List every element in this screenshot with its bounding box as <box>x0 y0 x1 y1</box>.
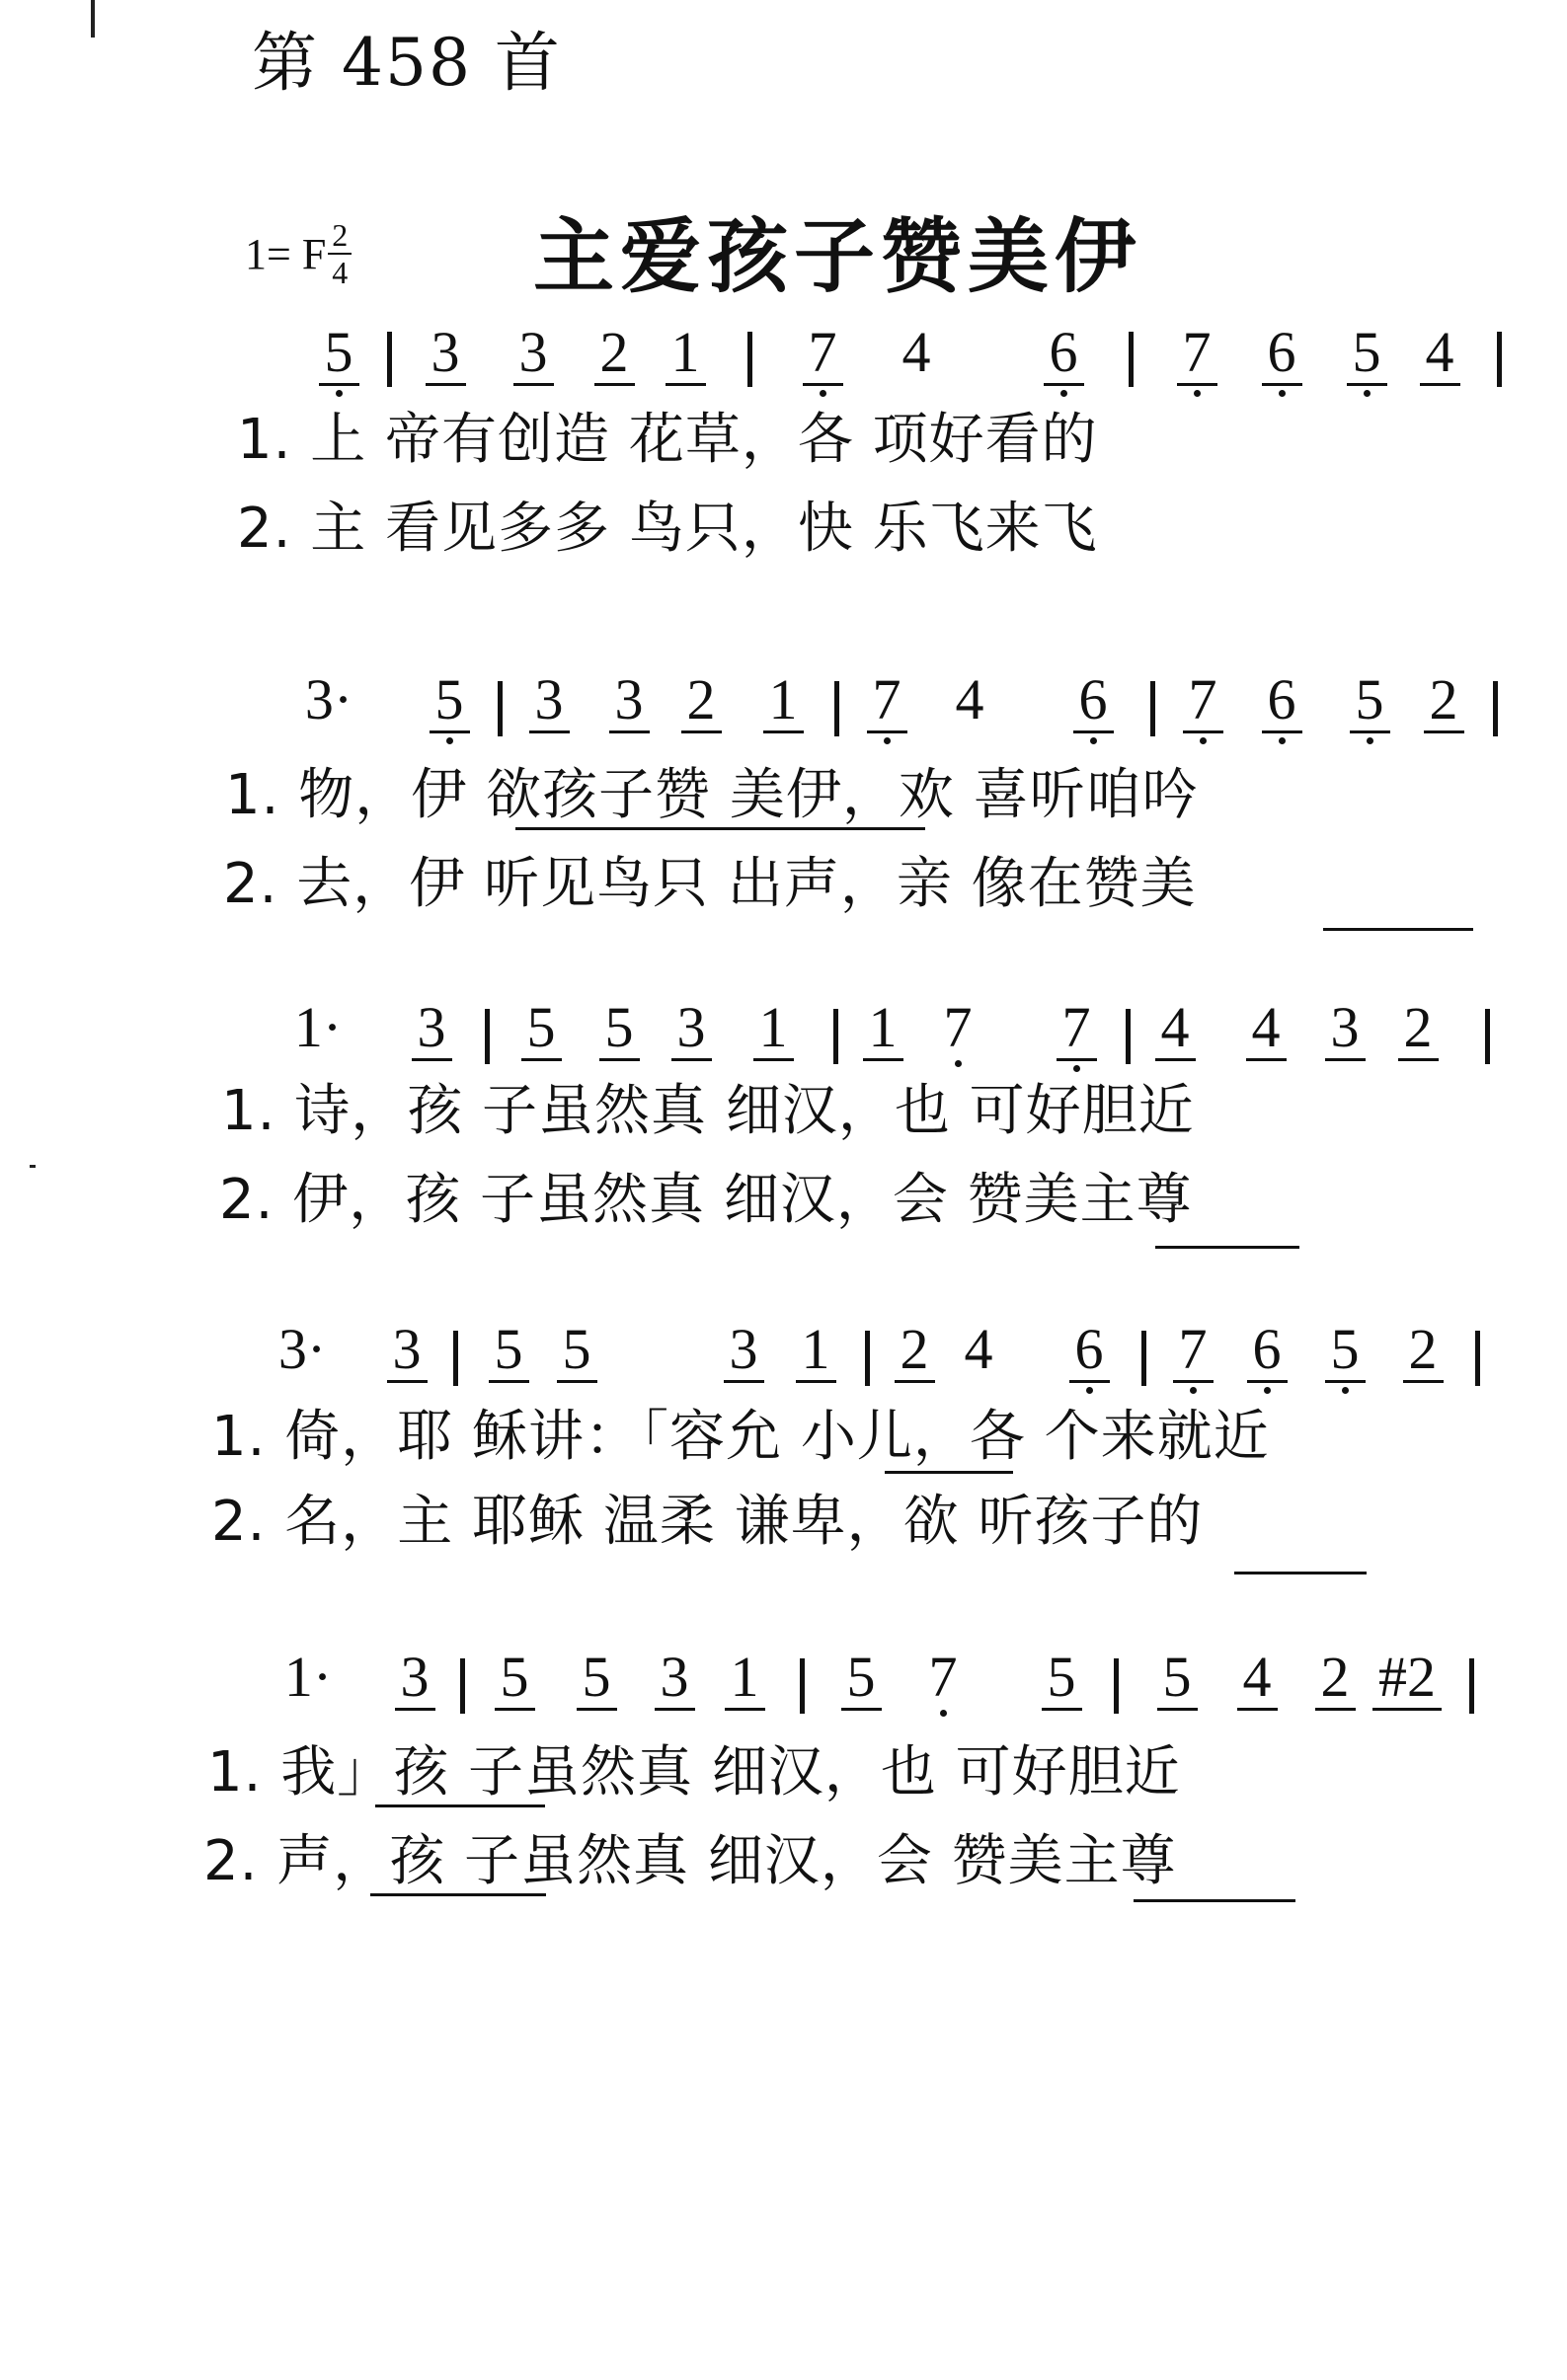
barline <box>1497 332 1502 387</box>
note: 2 <box>590 324 638 397</box>
note: 2 <box>677 671 725 744</box>
lyric-underline <box>370 1893 546 1896</box>
note: 1 <box>859 999 906 1072</box>
barline <box>485 1009 490 1064</box>
lyric-line-verse-2: 2. 声，孩 子虽然真 细汉，会 赞美主尊 <box>203 1829 1177 1893</box>
note: 5 <box>315 324 362 397</box>
lyric-underline <box>1234 1572 1367 1574</box>
time-sig-bottom: 4 <box>332 255 349 290</box>
note: 3 <box>720 1321 767 1394</box>
note: 3 <box>525 671 573 744</box>
note: 7 <box>1053 999 1100 1072</box>
note: 1· <box>293 995 343 1059</box>
note: 4 <box>1416 324 1463 397</box>
key-signature <box>245 219 352 288</box>
lyric-underline <box>1134 1899 1295 1902</box>
note: 4 <box>1233 1649 1281 1722</box>
barline <box>1493 681 1498 736</box>
hymn-title: 主爱孩子赞美伊 <box>533 210 1142 304</box>
note: 7 <box>1179 671 1226 744</box>
lyric-line-verse-1: 1. 上 帝有创造 花草，各 项好看的 <box>237 408 1098 472</box>
note: 3 <box>1321 999 1369 1072</box>
note: 3 <box>383 1321 431 1394</box>
lyric-underline <box>375 1804 545 1807</box>
note: 1 <box>759 671 807 744</box>
note: 3 <box>605 671 653 744</box>
note: 4 <box>964 1317 993 1381</box>
lyric-underline <box>1323 928 1473 931</box>
lyric-line-verse-2: 2. 伊，孩 子虽然真 细汉，会 赞美主尊 <box>219 1168 1193 1232</box>
note: 5 <box>1346 671 1393 744</box>
note: 3 <box>651 1649 698 1722</box>
note: 6 <box>1040 324 1087 397</box>
note: 1· <box>283 1645 333 1709</box>
note: 2 <box>1399 1321 1447 1394</box>
note: 1 <box>792 1321 839 1394</box>
note: 6 <box>1258 324 1305 397</box>
lyric-line-verse-1: 1. 物，伊 欲孩子赞 美伊，欢 喜听咱吟 <box>225 763 1199 827</box>
barline <box>453 1331 458 1386</box>
time-sig-top: 2 <box>332 217 349 253</box>
note: 4 <box>1151 999 1199 1072</box>
barline <box>387 332 392 387</box>
note: 6 <box>1065 1321 1113 1394</box>
barline <box>1469 1658 1474 1714</box>
hymn-number: 第 458 首 <box>252 25 562 101</box>
scan-mark <box>91 0 95 38</box>
note: 7 <box>863 671 910 744</box>
lyric-line-verse-1: 1. 倚，耶 稣讲：「容允 小儿，各 个来就近 <box>211 1405 1270 1469</box>
note: 4 <box>901 320 931 384</box>
note: 5 <box>1038 1649 1085 1722</box>
note: 3· <box>277 1317 327 1381</box>
note: 5 <box>485 1321 532 1394</box>
note: 2 <box>1311 1649 1359 1722</box>
note: 5 <box>426 671 473 744</box>
note: 3 <box>408 999 455 1072</box>
note: 7 <box>919 1649 967 1717</box>
time-signature <box>328 219 352 288</box>
barline <box>1141 1331 1146 1386</box>
barline <box>747 332 752 387</box>
note: 5 <box>491 1649 538 1722</box>
lyric-underline <box>1155 1246 1299 1249</box>
note: 1 <box>749 999 797 1072</box>
barline <box>1114 1658 1119 1714</box>
lyric-line-verse-1: 1. 我」孩 子虽然真 细汉，也 可好胆近 <box>207 1740 1181 1804</box>
note: 7 <box>799 324 846 397</box>
scan-mark <box>30 1165 36 1168</box>
note: 4 <box>955 667 984 731</box>
lyric-underline <box>515 827 925 830</box>
note: 5 <box>517 999 565 1072</box>
note: 2 <box>1394 999 1442 1072</box>
lyric-line-verse-2: 2. 主 看见多多 鸟只，快 乐飞来飞 <box>237 497 1098 561</box>
barline <box>1485 1009 1490 1064</box>
note: 3 <box>509 324 557 397</box>
barline <box>800 1658 805 1714</box>
note: 5 <box>553 1321 600 1394</box>
key-label: 1= F <box>245 229 327 278</box>
note: 2 <box>891 1321 938 1394</box>
note: 5 <box>595 999 643 1072</box>
note: 2 <box>1420 671 1467 744</box>
note: 5 <box>573 1649 620 1722</box>
note: 7 <box>1173 324 1220 397</box>
note: 3 <box>667 999 715 1072</box>
barline <box>1150 681 1155 736</box>
barline <box>833 1009 838 1064</box>
lyric-line-verse-1: 1. 诗，孩 子虽然真 细汉，也 可好胆近 <box>221 1079 1195 1143</box>
note: 3 <box>391 1649 438 1722</box>
barline <box>834 681 839 736</box>
barline <box>1129 332 1134 387</box>
note: 3 <box>422 324 469 397</box>
note: 5 <box>1343 324 1390 397</box>
note: 6 <box>1258 671 1305 744</box>
barline <box>1475 1331 1480 1386</box>
note: 5 <box>837 1649 885 1722</box>
note: 6 <box>1243 1321 1291 1394</box>
note: 5 <box>1153 1649 1201 1722</box>
barline <box>498 681 503 736</box>
note: 4 <box>1242 999 1290 1072</box>
barline <box>460 1658 465 1714</box>
note: #2 <box>1372 1649 1442 1722</box>
lyric-line-verse-2: 2. 去，伊 听见鸟只 出声，亲 像在赞美 <box>223 852 1197 916</box>
note: 7 <box>934 999 981 1067</box>
barline <box>1126 1009 1131 1064</box>
note: 1 <box>721 1649 768 1722</box>
lyric-line-verse-2: 2. 名，主 耶稣 温柔 谦卑，欲 听孩子的 <box>211 1490 1204 1554</box>
note: 7 <box>1169 1321 1216 1394</box>
barline <box>865 1331 870 1386</box>
note: 5 <box>1321 1321 1369 1394</box>
note: 6 <box>1069 671 1117 744</box>
lyric-underline <box>885 1471 1013 1474</box>
note: 3· <box>304 667 353 731</box>
note: 1 <box>662 324 709 397</box>
